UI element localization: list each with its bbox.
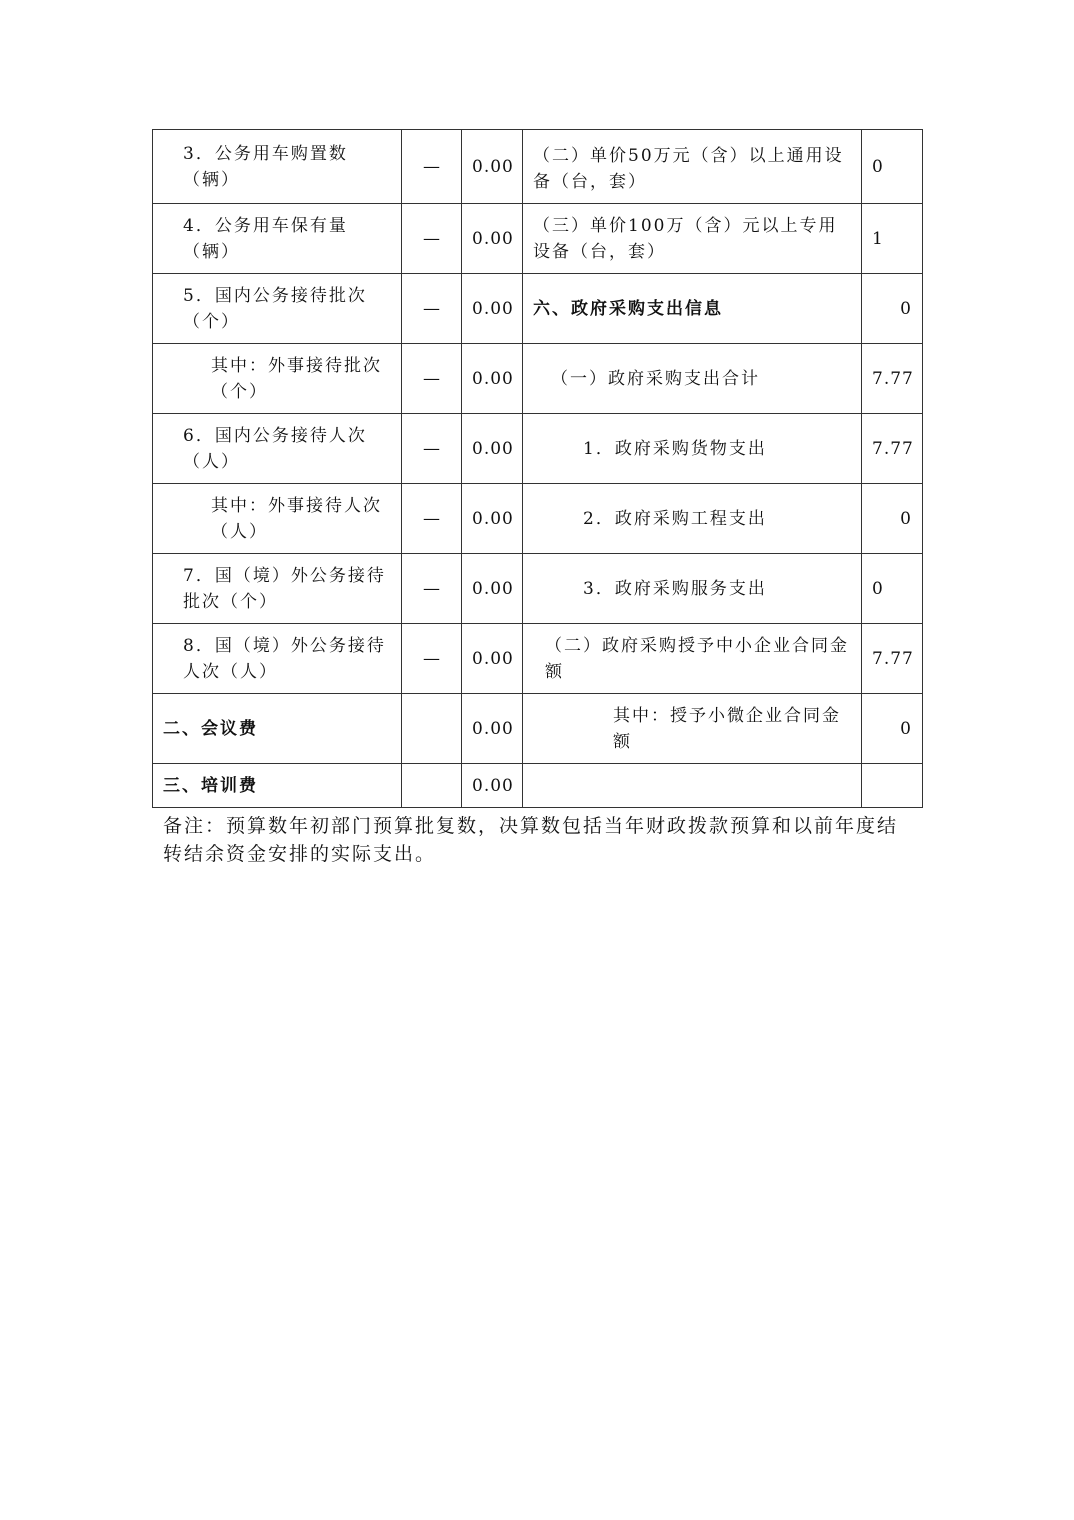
table-row	[153, 554, 923, 624]
procurement-item: （二）单价50万元（含）以上通用设备（台，套）	[523, 130, 862, 204]
actual-cell: 0.00	[462, 764, 523, 808]
procurement-item: （一）政府采购支出合计	[523, 344, 862, 414]
procurement-item: 1．政府采购货物支出	[523, 414, 862, 484]
footnote: 备注：预算数年初部门预算批复数，决算数包括当年财政拨款预算和以前年度结转结余资金安排的实际支出。	[163, 815, 899, 865]
procurement-value	[862, 764, 923, 808]
table-row	[153, 484, 923, 554]
actual-cell: 0.00	[462, 204, 523, 274]
row-label: 其中：外事接待批次（个）	[153, 344, 402, 414]
section-heading: 三、培训费	[153, 764, 402, 808]
procurement-value: 7.77	[862, 414, 923, 484]
table-row	[153, 764, 923, 808]
procurement-value: 0	[862, 554, 923, 624]
actual-cell: 0.00	[462, 274, 523, 344]
actual-cell: 0.00	[462, 130, 523, 204]
row-label: 5．国内公务接待批次（个）	[153, 274, 402, 344]
actual-cell: 0.00	[462, 554, 523, 624]
procurement-item: （三）单价100万（含）元以上专用设备（台，套）	[523, 204, 862, 274]
budget-table	[152, 129, 923, 808]
budget-cell: —	[402, 554, 462, 624]
budget-cell: —	[402, 344, 462, 414]
table-row	[153, 624, 923, 694]
table-row	[153, 274, 923, 344]
table-row	[153, 204, 923, 274]
procurement-item: 2．政府采购工程支出	[523, 484, 862, 554]
budget-cell: —	[402, 274, 462, 344]
row-label: 4．公务用车保有量（辆）	[153, 204, 402, 274]
actual-cell: 0.00	[462, 484, 523, 554]
budget-cell: —	[402, 484, 462, 554]
section-heading: 六、政府采购支出信息	[523, 274, 862, 344]
procurement-value: 7.77	[862, 624, 923, 694]
procurement-item: （二）政府采购授予中小企业合同金额	[523, 624, 862, 694]
procurement-value: 0	[862, 274, 923, 344]
row-label: 7．国（境）外公务接待批次（个）	[153, 554, 402, 624]
table-row	[153, 694, 923, 764]
row-label: 6．国内公务接待人次（人）	[153, 414, 402, 484]
actual-cell: 0.00	[462, 624, 523, 694]
table-row	[153, 130, 923, 204]
procurement-value: 1	[862, 204, 923, 274]
actual-cell: 0.00	[462, 414, 523, 484]
actual-cell: 0.00	[462, 344, 523, 414]
procurement-item: 3．政府采购服务支出	[523, 554, 862, 624]
budget-cell: —	[402, 624, 462, 694]
budget-cell	[402, 694, 462, 764]
procurement-value: 0	[862, 484, 923, 554]
budget-cell: —	[402, 130, 462, 204]
section-heading: 二、会议费	[153, 694, 402, 764]
procurement-item: 其中：授予小微企业合同金额	[523, 694, 862, 764]
table-row	[153, 414, 923, 484]
table-row	[153, 344, 923, 414]
row-label: 其中：外事接待人次（人）	[153, 484, 402, 554]
actual-cell: 0.00	[462, 694, 523, 764]
budget-cell: —	[402, 414, 462, 484]
procurement-value: 7.77	[862, 344, 923, 414]
procurement-item	[523, 764, 862, 808]
budget-cell: —	[402, 204, 462, 274]
procurement-value: 0	[862, 130, 923, 204]
row-label: 3．公务用车购置数（辆）	[153, 130, 402, 204]
budget-cell	[402, 764, 462, 808]
row-label: 8．国（境）外公务接待人次（人）	[153, 624, 402, 694]
procurement-value: 0	[862, 694, 923, 764]
